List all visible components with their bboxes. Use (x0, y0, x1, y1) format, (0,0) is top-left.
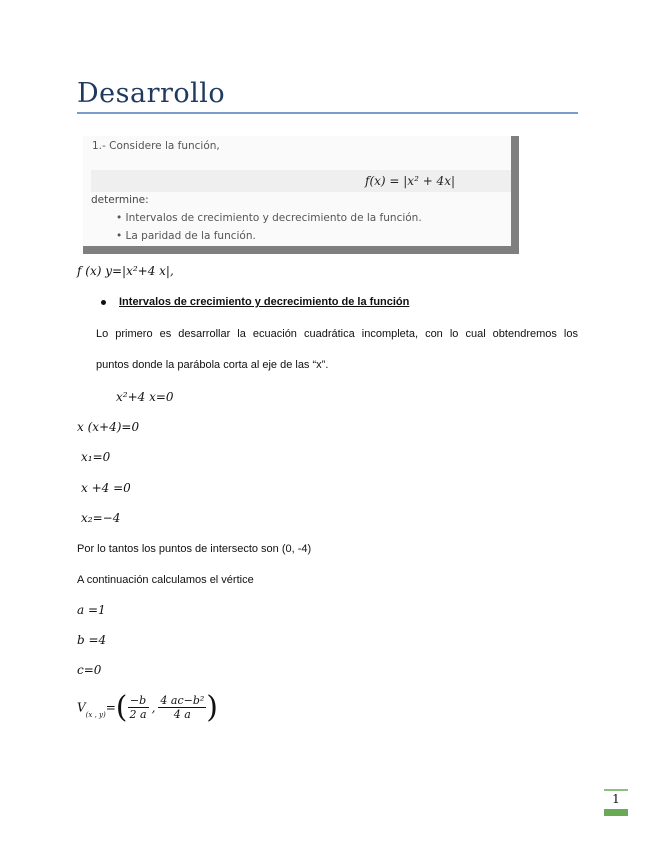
fraction-1 (128, 694, 149, 721)
fraction-comma: , (151, 700, 156, 715)
equation-2: x (x+4)=0 (77, 420, 140, 434)
paragraph-line-2: puntos donde la parábola corta al eje de las “x”. (96, 359, 329, 371)
embedded-problem-image (83, 136, 511, 246)
page-title: Desarrollo (77, 78, 226, 109)
fraction-1-numerator: −b (128, 694, 149, 708)
paragraph-line-1: Lo primero es desarrollar la ecuación cuadrática incompleta, con lo cual obtendremos los (96, 328, 578, 340)
vertex-intro-text: A continuación calculamos el vértice (77, 574, 254, 586)
fraction-1-denominator: 2 a (129, 708, 147, 721)
problem-determine: determine: (91, 194, 149, 206)
equation-4: x +4 =0 (81, 481, 131, 495)
equation-1: x²+4 x=0 (116, 390, 174, 404)
problem-intro: 1.- Considere la función, (92, 140, 220, 152)
problem-bullet-1: • Intervalos de crecimiento y decrecimiento de la función. (116, 212, 422, 224)
intersection-text: Por lo tantos los puntos de intersecto son (0, -4) (77, 543, 312, 555)
fraction-2-numerator: 4 ac−b² (160, 694, 205, 707)
left-paren: ( (115, 690, 128, 725)
page-number-top-rule (604, 789, 628, 791)
vertex-equals: = (105, 700, 116, 715)
equation-3: x₁=0 (81, 450, 111, 464)
fraction-2-denominator: 4 a (173, 708, 191, 721)
problem-formula: f(x) = |x² + 4x| (365, 174, 456, 188)
problem-bullet-2: • La paridad de la función. (116, 230, 256, 242)
page-number-bar (604, 809, 628, 816)
coefficient-a: a =1 (77, 603, 106, 617)
coefficient-b: b =4 (77, 633, 107, 647)
vertex-formula (77, 690, 218, 725)
vertex-symbol: V (77, 700, 86, 715)
vertex-subscript: (x , y) (85, 711, 106, 719)
function-definition: f (x) y=|x²+4 x|, (77, 264, 174, 278)
fraction-2 (158, 694, 206, 721)
bullet-dot (101, 300, 106, 305)
title-underline (77, 112, 578, 114)
page-number: 1 (612, 792, 620, 806)
coefficient-c: c=0 (77, 663, 102, 677)
section-heading: Intervalos de crecimiento y decrecimiento de la función (119, 296, 410, 308)
equation-5: x₂=−4 (81, 511, 121, 525)
right-paren: ) (206, 690, 218, 725)
